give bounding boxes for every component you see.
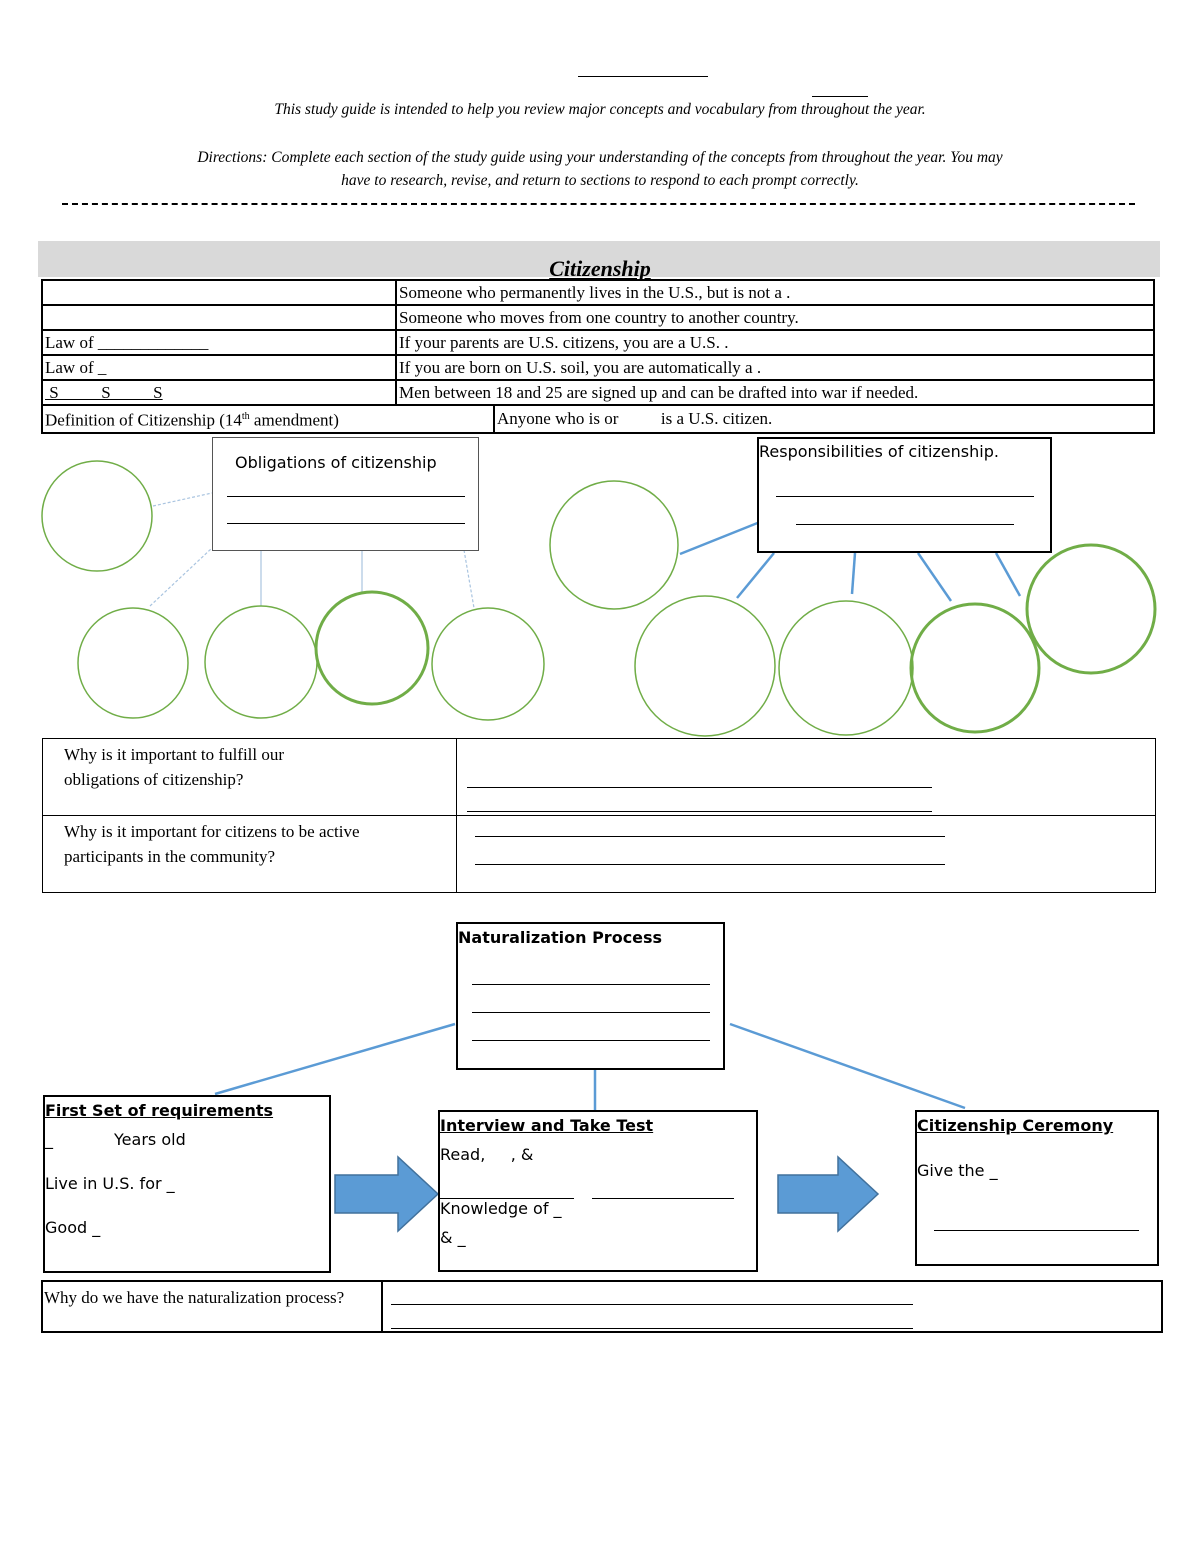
character-requirement[interactable]: Good _ bbox=[45, 1218, 101, 1237]
knowledge-requirement[interactable]: Knowledge of _ bbox=[440, 1199, 562, 1218]
definition-cell: Someone who moves from one country to another country. bbox=[396, 305, 1154, 330]
question-cell bbox=[42, 1281, 382, 1332]
connector-line bbox=[215, 1024, 455, 1094]
answer-line[interactable] bbox=[391, 1304, 913, 1305]
interview-box bbox=[438, 1110, 758, 1272]
answer-line[interactable] bbox=[592, 1198, 734, 1199]
definition-cell: Men between 18 and 25 are signed up and can be drafted into war if needed. bbox=[396, 380, 1154, 405]
read-requirement[interactable]: Read, , & bbox=[440, 1145, 534, 1164]
arrow-icon bbox=[335, 1157, 438, 1231]
responsibilities-title: Responsibilities of citizenship. bbox=[759, 442, 999, 461]
definition-cell: Someone who permanently lives in the U.S., but is not a . bbox=[396, 280, 1154, 305]
answer-line[interactable] bbox=[472, 1012, 710, 1013]
definition-label-cell: Definition of Citizenship (14th amendment) bbox=[42, 405, 494, 433]
question-text: Why do we have the naturalization process? bbox=[44, 1288, 345, 1307]
answer-line[interactable] bbox=[391, 1328, 913, 1329]
obligations-title: Obligations of citizenship bbox=[235, 453, 437, 472]
arrow-icon bbox=[778, 1157, 878, 1231]
ceremony-box bbox=[915, 1110, 1159, 1266]
directions-line-2: have to research, revise, and return to sections to respond to each prompt correctly. bbox=[341, 172, 859, 189]
interview-title: Interview and Take Test bbox=[440, 1116, 654, 1135]
first-requirements-box bbox=[43, 1095, 331, 1273]
ceremony-title: Citizenship Ceremony bbox=[917, 1116, 1114, 1135]
answer-line[interactable] bbox=[472, 1040, 710, 1041]
naturalization-box bbox=[456, 922, 725, 1070]
directions-line-1: Directions: Complete each section of the study guide using your understanding of the concepts from throughout the year. You may bbox=[197, 149, 1003, 166]
term-cell[interactable]: Law of _ bbox=[42, 355, 396, 380]
question-text: Why is it important for citizens to be active participants in the community? bbox=[64, 822, 360, 866]
connector-line bbox=[730, 1024, 965, 1108]
term-cell[interactable]: S S S bbox=[42, 380, 396, 405]
age-requirement[interactable]: _ Years old bbox=[45, 1130, 186, 1149]
definition-answer-cell[interactable]: Anyone who is or is a U.S. citizen. bbox=[494, 405, 1154, 433]
knowledge-requirement-2[interactable]: & _ bbox=[440, 1228, 466, 1247]
first-requirements-title: First Set of requirements bbox=[45, 1101, 274, 1120]
ceremony-requirement[interactable]: Give the _ bbox=[917, 1161, 998, 1180]
naturalization-title: Naturalization Process bbox=[458, 928, 663, 947]
answer-cell bbox=[382, 1281, 1162, 1332]
question-text: Why is it important to fulfill our obligations of citizenship? bbox=[64, 745, 285, 789]
answer-line[interactable] bbox=[472, 984, 710, 985]
definition-cell: If you are born on U.S. soil, you are automatically a . bbox=[396, 355, 1154, 380]
answer-line[interactable] bbox=[934, 1230, 1139, 1231]
table-row bbox=[42, 1281, 1162, 1332]
term-cell[interactable]: Law of _____________ bbox=[42, 330, 396, 355]
residency-requirement[interactable]: Live in U.S. for _ bbox=[45, 1174, 175, 1193]
intro-text: This study guide is intended to help you review major concepts and vocabulary from throughout the year. bbox=[274, 101, 926, 118]
definition-cell: If your parents are U.S. citizens, you are a U.S. . bbox=[396, 330, 1154, 355]
naturalization-question-table bbox=[41, 1280, 1163, 1333]
section-title: Citizenship bbox=[549, 256, 651, 281]
